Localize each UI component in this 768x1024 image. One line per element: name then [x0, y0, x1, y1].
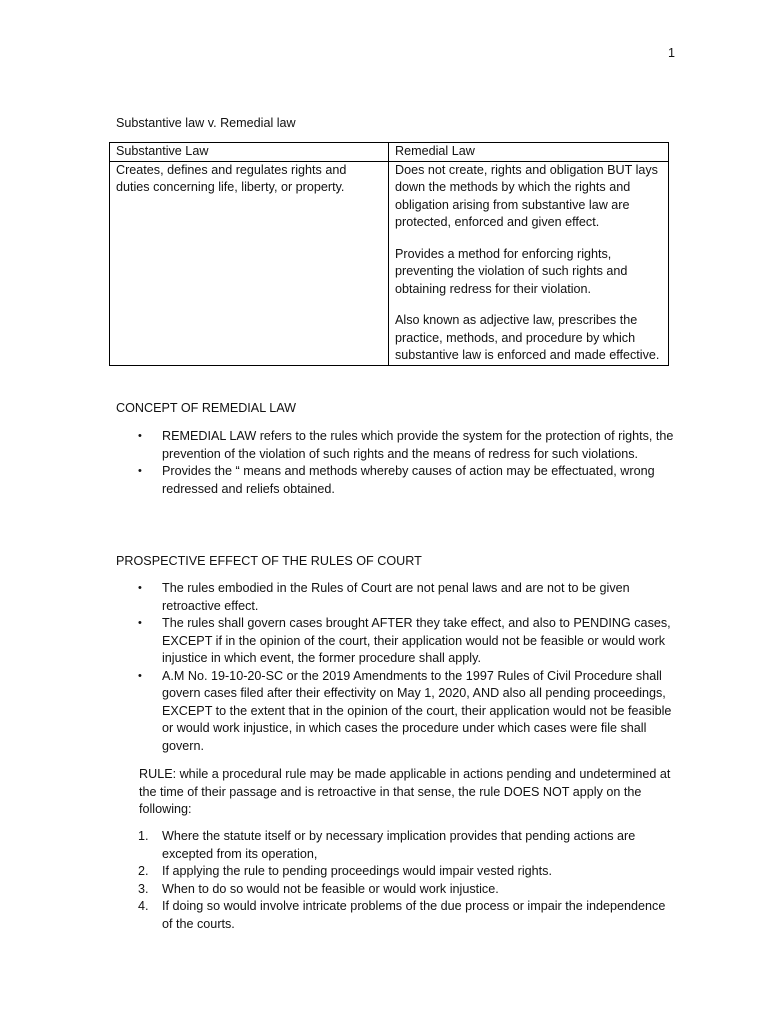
list-item-number: 2.: [138, 864, 149, 878]
concept-heading: CONCEPT OF REMEDIAL LAW: [116, 401, 297, 415]
comparison-table: [109, 142, 669, 366]
list-item: [116, 615, 676, 668]
list-item-text: If applying the rule to pending proceedings would impair vested rights.: [162, 864, 552, 878]
table-header-remedial: Remedial Law: [389, 143, 669, 162]
remedial-paragraph: Does not create, rights and obligation BUT lays down the methods by which the rights and obligation arising from substantive law are protected, enforced and given effect.: [395, 162, 658, 229]
list-item-text: If doing so would involve intricate problems of the due process or impair the independence of the courts.: [162, 899, 666, 931]
substantive-definition: Creates, defines and regulates rights and duties concerning life, liberty, or property.: [116, 162, 347, 194]
list-item: [116, 881, 676, 899]
list-item-text: The rules shall govern cases brought AFTER they take effect, and also to PENDING cases, EXCEPT if in the opinion of the court, their application would not be feasible or would work injustice in which event, the former procedure shall apply.: [162, 616, 671, 665]
list-item-number: 1.: [138, 829, 149, 843]
table-row: [110, 161, 669, 365]
list-item: [116, 428, 676, 463]
list-item: [116, 580, 676, 615]
list-item: [116, 463, 676, 498]
list-item: [116, 898, 676, 933]
exceptions-numbered-list: [116, 828, 676, 933]
list-item-text: A.M No. 19-10-20-SC or the 2019 Amendments to the 1997 Rules of Civil Procedure shall govern cases filed after their effectivity on May 1, 2020, AND also all pending proceedings, EXCEPT to the extent that in the opinion of the court, their application would not be feasible or would work injustice, in which cases the procedure under which cases were file shall govern.: [162, 668, 672, 753]
list-item-text: When to do so would not be feasible or would work injustice.: [162, 881, 499, 896]
list-item-number: 4.: [138, 899, 149, 913]
prospective-bullet-list: [116, 580, 676, 755]
table-header-row: [110, 143, 669, 162]
list-item: [116, 863, 676, 881]
list-item-text: REMEDIAL LAW refers to the rules which provide the system for the protection of rights, the prevention of the violation of such rights and the means of redress for such violations.: [162, 429, 674, 461]
remedial-paragraph: Provides a method for enforcing rights, preventing the violation of such rights and obtaining redress for their violation.: [395, 246, 628, 296]
remedial-paragraph: Also known as adjective law, prescribes the practice, methods, and procedure by which substantive law is enforced and made effective.: [395, 313, 660, 362]
list-item: [116, 828, 676, 863]
list-item-number: 3.: [138, 881, 149, 896]
list-item: [116, 668, 676, 756]
concept-bullet-list: [116, 428, 676, 498]
remedial-cell: [389, 161, 669, 365]
list-item-text: Provides the “ means and methods whereby causes of action may be effectuated, wrong redressed and reliefs obtained.: [162, 464, 655, 496]
document-title: Substantive law v. Remedial law: [116, 116, 296, 130]
substantive-cell: [110, 161, 389, 365]
bullet-icon: •: [138, 669, 142, 682]
bullet-icon: •: [138, 582, 142, 594]
bullet-icon: •: [138, 430, 142, 442]
page-number: 1: [667, 46, 675, 60]
table-header-substantive: Substantive Law: [110, 143, 389, 162]
bullet-icon: •: [138, 465, 142, 477]
rule-paragraph: RULE: while a procedural rule may be made applicable in actions pending and undetermined at the time of their passage and is retroactive in that sense, the rule DOES NOT apply on the following:: [139, 767, 671, 816]
list-item-text: Where the statute itself or by necessary implication provides that pending actions are excepted from its operation,: [162, 829, 636, 861]
bullet-icon: •: [138, 617, 142, 629]
prospective-heading: PROSPECTIVE EFFECT OF THE RULES OF COURT: [116, 554, 422, 568]
list-item-text: The rules embodied in the Rules of Court are not penal laws and are not to be given retroactive effect.: [162, 581, 630, 613]
